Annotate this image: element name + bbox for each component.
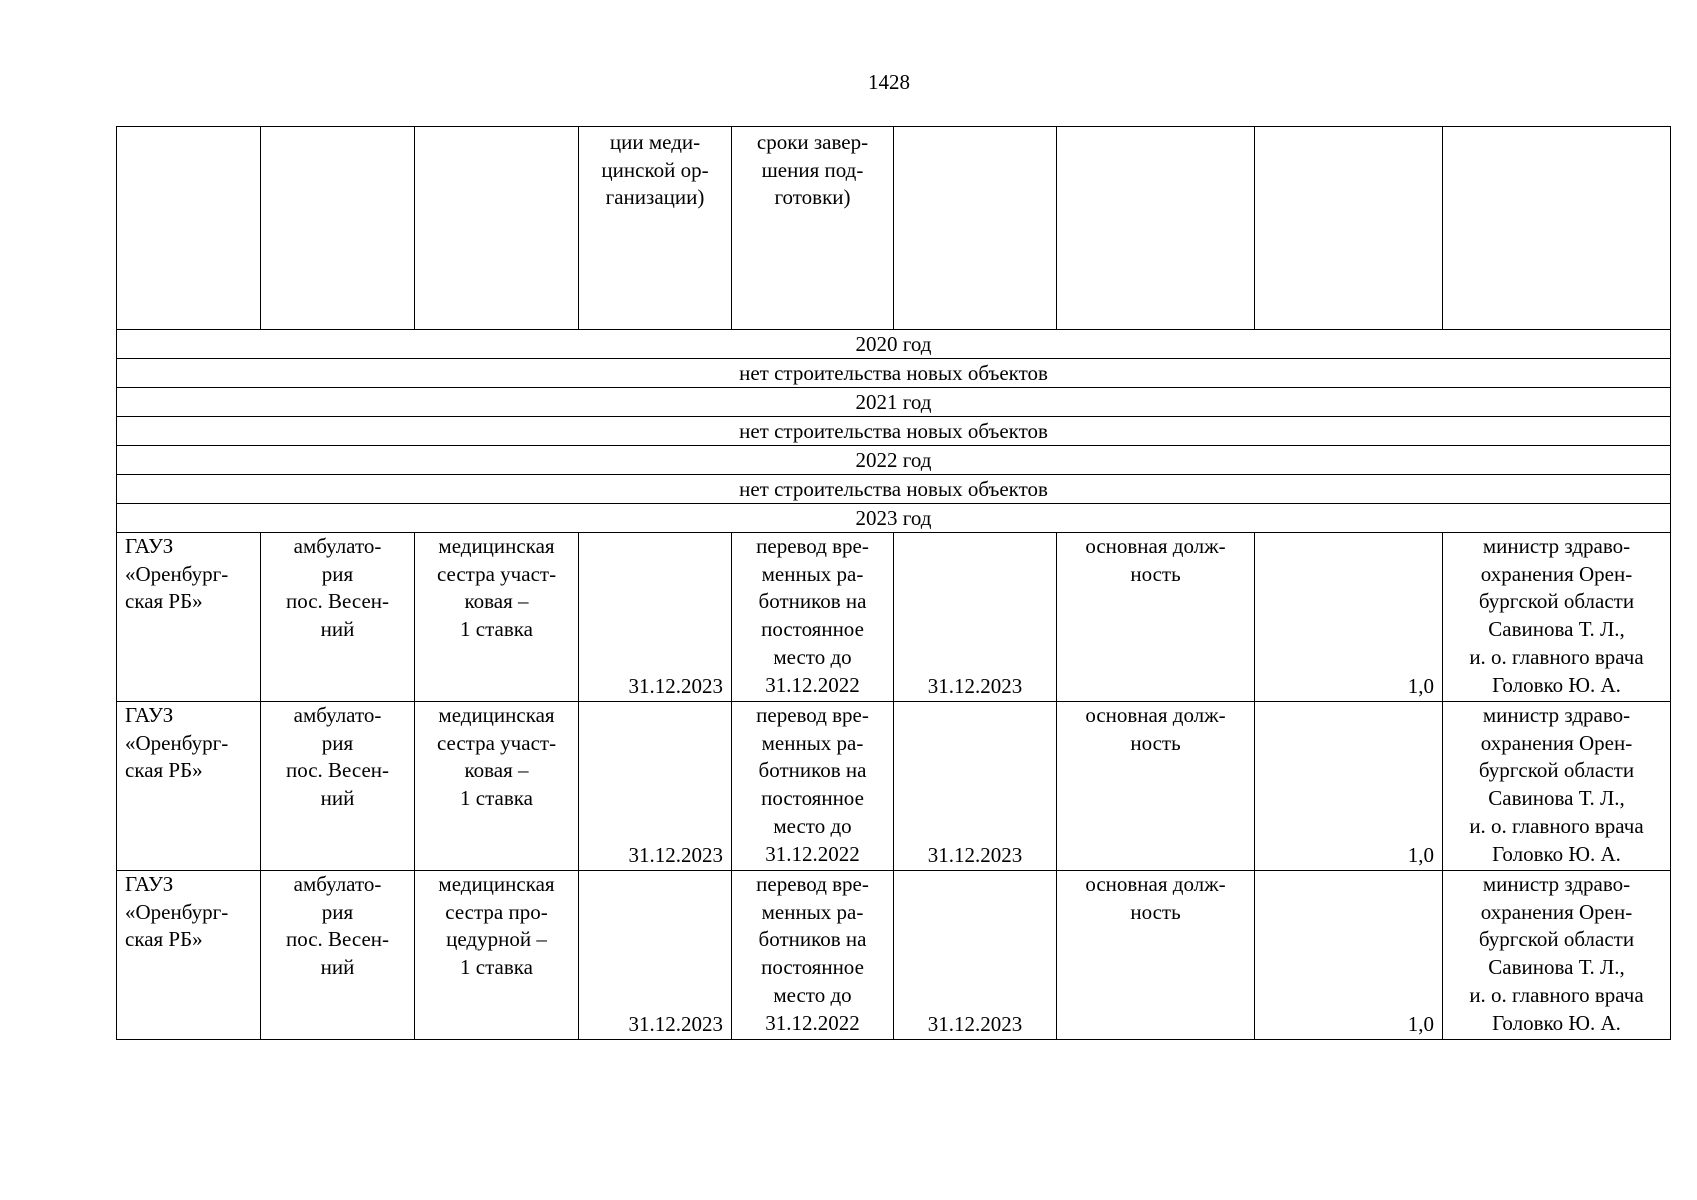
facility-cell: амбулато- рия пос. Весен- ний: [261, 702, 415, 871]
no-construction-note: нет строительства новых объектов: [117, 359, 1671, 388]
staffing-table: [116, 126, 1671, 1040]
header-cell: [894, 127, 1057, 330]
year-label: 2021 год: [117, 388, 1671, 417]
position-cell: медицинская сестра участ- ковая – 1 ставка: [415, 533, 579, 702]
position-cell: медицинская сестра участ- ковая – 1 ставка: [415, 702, 579, 871]
year-label: 2022 год: [117, 446, 1671, 475]
facility-cell: амбулато- рия пос. Весен- ний: [261, 871, 415, 1040]
date-cell: 31.12.2023: [894, 533, 1057, 702]
header-cell: ции меди- цинской ор- ганизации): [579, 127, 732, 330]
no-construction-note: нет строительства новых объектов: [117, 417, 1671, 446]
note-band-row: [117, 359, 1671, 388]
responsible-cell: министр здраво- охранения Орен- бургской области Савинова Т. Л., и. о. главного врача Головко Ю. А.: [1443, 871, 1671, 1040]
header-cell: сроки завер- шения под- готовки): [732, 127, 894, 330]
header-cell: [1443, 127, 1671, 330]
rate-cell: 1,0: [1255, 533, 1443, 702]
measure-cell: перевод вре- менных ра- ботников на постоянное место до 31.12.2022: [732, 871, 894, 1040]
table-row: [117, 533, 1671, 702]
header-cell: [415, 127, 579, 330]
job-type-cell: основная долж- ность: [1057, 871, 1255, 1040]
page-number: 1428: [868, 70, 910, 94]
rate-cell: 1,0: [1255, 871, 1443, 1040]
responsible-cell: министр здраво- охранения Орен- бургской области Савинова Т. Л., и. о. главного врача Головко Ю. А.: [1443, 533, 1671, 702]
measure-cell: перевод вре- менных ра- ботников на постоянное место до 31.12.2022: [732, 702, 894, 871]
date-cell: 31.12.2023: [579, 871, 732, 1040]
facility-cell: амбулато- рия пос. Весен- ний: [261, 533, 415, 702]
header-cell: [1255, 127, 1443, 330]
year-band-row: [117, 388, 1671, 417]
header-cell: [117, 127, 261, 330]
date-cell: 31.12.2023: [579, 702, 732, 871]
note-band-row: [117, 417, 1671, 446]
year-band-row: [117, 446, 1671, 475]
organization-cell: ГАУЗ «Оренбург- ская РБ»: [117, 702, 261, 871]
year-band-row: [117, 504, 1671, 533]
year-label: 2020 год: [117, 330, 1671, 359]
header-cell: [261, 127, 415, 330]
organization-cell: ГАУЗ «Оренбург- ская РБ»: [117, 533, 261, 702]
date-cell: 31.12.2023: [579, 533, 732, 702]
header-cell: [1057, 127, 1255, 330]
organization-cell: ГАУЗ «Оренбург- ская РБ»: [117, 871, 261, 1040]
table-row: [117, 871, 1671, 1040]
measure-cell: перевод вре- менных ра- ботников на постоянное место до 31.12.2022: [732, 533, 894, 702]
note-band-row: [117, 475, 1671, 504]
job-type-cell: основная долж- ность: [1057, 702, 1255, 871]
date-cell: 31.12.2023: [894, 871, 1057, 1040]
job-type-cell: основная долж- ность: [1057, 533, 1255, 702]
header-continuation-row: [117, 127, 1671, 330]
date-cell: 31.12.2023: [894, 702, 1057, 871]
year-label: 2023 год: [117, 504, 1671, 533]
year-band-row: [117, 330, 1671, 359]
position-cell: медицинская сестра про- цедурной – 1 ставка: [415, 871, 579, 1040]
rate-cell: 1,0: [1255, 702, 1443, 871]
responsible-cell: министр здраво- охранения Орен- бургской области Савинова Т. Л., и. о. главного врача Головко Ю. А.: [1443, 702, 1671, 871]
table-row: [117, 702, 1671, 871]
no-construction-note: нет строительства новых объектов: [117, 475, 1671, 504]
